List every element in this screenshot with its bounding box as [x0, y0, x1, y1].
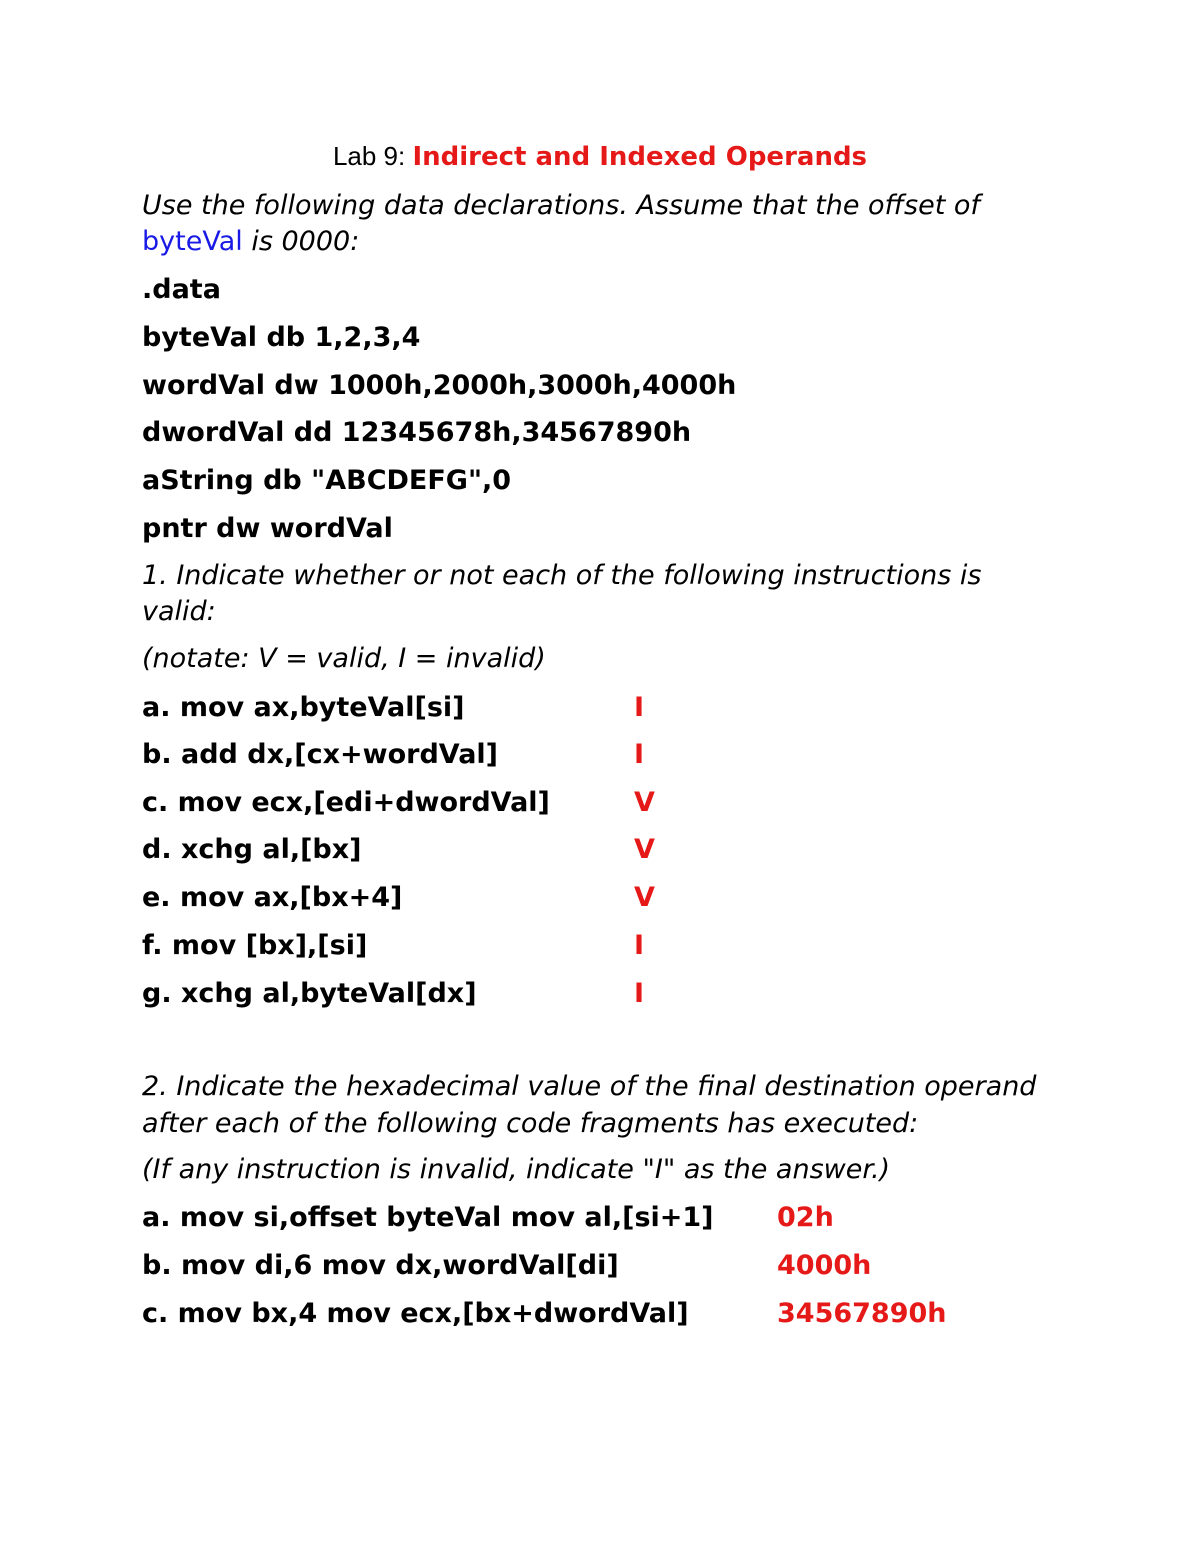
q2-item-answer: 4000h	[777, 1250, 872, 1281]
q1-item-text: a. mov ax,byteVal[si]	[142, 692, 465, 723]
question-2-line-2: after each of the following code fragments has executed:	[142, 1108, 919, 1139]
q1-item-text: c. mov ecx,[edi+dwordVal]	[142, 787, 550, 818]
lab-number: Lab 9:	[332, 141, 413, 171]
question-1-line-2: valid:	[142, 596, 216, 627]
byteval-highlight: byteVal	[142, 226, 243, 257]
q2-item-answer: 02h	[777, 1202, 834, 1233]
question-1-line-1: 1. Indicate whether or not each of the following instructions is	[142, 560, 982, 591]
q1-item-text: d. xchg al,[bx]	[142, 834, 362, 865]
q1-item-answer: V	[634, 834, 655, 865]
declaration-byteval: byteVal db 1,2,3,4	[142, 322, 421, 353]
q2-item-text: c. mov bx,4 mov ecx,[bx+dwordVal]	[142, 1298, 689, 1329]
q1-item-text: b. add dx,[cx+wordVal]	[142, 739, 499, 770]
q1-item-answer: I	[634, 739, 645, 770]
page-title	[0, 138, 1200, 175]
declaration-pntr: pntr dw wordVal	[142, 513, 393, 544]
q2-item-answer: 34567890h	[777, 1298, 947, 1329]
q1-item-answer: V	[634, 787, 655, 818]
q2-item-text: b. mov di,6 mov dx,wordVal[di]	[142, 1250, 619, 1281]
intro-line-2	[142, 224, 359, 260]
declaration-wordval: wordVal dw 1000h,2000h,3000h,4000h	[142, 370, 737, 401]
q1-item-text: f. mov [bx],[si]	[142, 930, 368, 961]
data-directive: .data	[142, 274, 221, 305]
declaration-dwordval: dwordVal dd 12345678h,34567890h	[142, 417, 692, 448]
q1-item-answer: I	[634, 692, 645, 723]
q2-item-text: a. mov si,offset byteVal mov al,[si+1]	[142, 1202, 714, 1233]
declaration-astring: aString db "ABCDEFG",0	[142, 465, 512, 496]
question-2-line-1: 2. Indicate the hexadecimal value of the final destination operand	[142, 1071, 1037, 1102]
intro-line-1: Use the following data declarations. Assume that the offset of	[142, 190, 980, 221]
question-1-note: (notate: V = valid, I = invalid)	[142, 643, 546, 674]
q1-item-answer: I	[634, 978, 645, 1009]
q1-item-text: e. mov ax,[bx+4]	[142, 882, 403, 913]
q1-item-answer: I	[634, 930, 645, 961]
lab-topic: Indirect and Indexed Operands	[412, 142, 868, 172]
q1-item-answer: V	[634, 882, 655, 913]
intro-line-2-rest: is 0000:	[242, 226, 360, 257]
q1-item-text: g. xchg al,byteVal[dx]	[142, 978, 477, 1009]
question-2-note: (If any instruction is invalid, indicate "I" as the answer.)	[142, 1154, 891, 1185]
